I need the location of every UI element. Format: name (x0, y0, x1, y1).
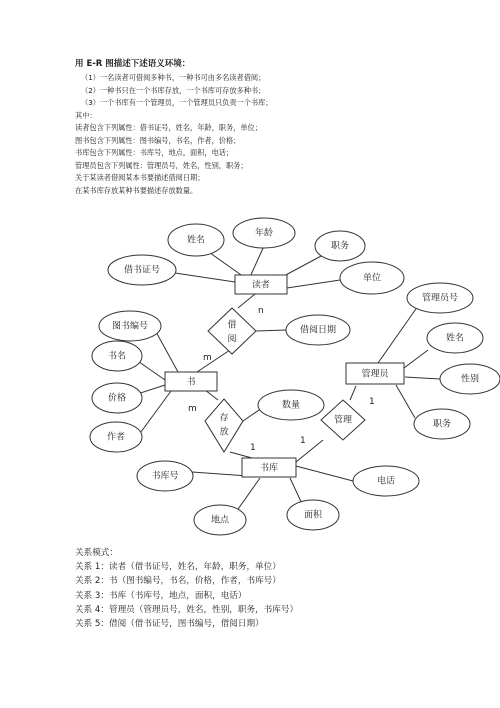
svg-text:管理: 管理 (333, 415, 353, 426)
svg-text:放: 放 (219, 427, 229, 438)
relation-line: 关系 4：管理员（管理员号，姓名，性别，职务，书库号） (75, 604, 299, 615)
svg-text:借阅日期: 借阅日期 (299, 325, 337, 336)
text-line: 在某书库存放某种书要描述存放数量。 (75, 185, 198, 195)
svg-text:职务: 职务 (432, 419, 452, 430)
attribute-reader-unit (340, 262, 404, 294)
relation-line: 关系 5：借阅（借书证号，图书编号，借阅日期） (75, 619, 264, 630)
svg-text:管理员: 管理员 (361, 369, 389, 380)
svg-text:性别: 性别 (460, 374, 480, 385)
svg-text:图书编号: 图书编号 (111, 321, 149, 332)
svg-text:姓名: 姓名 (186, 235, 206, 246)
svg-text:书库号: 书库号 (151, 471, 179, 482)
svg-text:书: 书 (186, 377, 196, 388)
svg-text:数量: 数量 (281, 400, 301, 411)
attribute-admin-position (414, 409, 470, 439)
text-line: 图书包含下列属性：图书编号，书名，作者，价格； (75, 135, 241, 145)
text-line: 其中： (75, 110, 97, 120)
relationship-borrow (208, 308, 256, 354)
attribute-warehouse-phone (353, 466, 419, 496)
entity-reader (235, 275, 287, 294)
relationship-store (205, 399, 243, 452)
attribute-admin-id (407, 283, 473, 313)
svg-text:年龄: 年龄 (254, 228, 274, 239)
rule-line: （2）一种书只在一个书库存放，一个书库可存放多种书； (81, 85, 266, 95)
svg-text:书库: 书库 (259, 463, 279, 474)
problem-title: 用 E-R 图描述下述语义环境： (75, 59, 191, 69)
svg-text:电话: 电话 (376, 476, 396, 487)
relation-schema (75, 546, 298, 631)
svg-text:阅: 阅 (227, 334, 237, 345)
cardinality-reader-borrow: n (258, 306, 264, 316)
svg-text:书名: 书名 (107, 351, 127, 362)
svg-text:职务: 职务 (330, 241, 350, 252)
attribute-book-author (90, 422, 142, 452)
svg-text:地点: 地点 (210, 515, 230, 526)
attribute-admin-name (427, 323, 483, 353)
cardinality-manage-warehouse: 1 (300, 436, 306, 446)
entity-admin (346, 363, 404, 384)
attribute-admin-gender (440, 364, 500, 394)
attribute-book-price (92, 383, 142, 413)
cardinality-book-store: m (188, 404, 197, 414)
attribute-warehouse-id (137, 461, 193, 491)
svg-text:单位: 单位 (362, 273, 382, 284)
svg-text:面积: 面积 (303, 510, 323, 521)
attribute-reader-card (108, 255, 176, 285)
svg-text:读者: 读者 (251, 280, 271, 291)
cardinality-admin-manage: 1 (369, 397, 375, 407)
rule-line: （3）一个书库有一个管理员，一个管理员只负责一个书库； (81, 98, 273, 107)
svg-text:作者: 作者 (106, 432, 126, 443)
relation-line: 关系 1：读者（借书证号，姓名，年龄，职务，单位） (75, 562, 281, 573)
text-line: 书库包含下列属性：书库号，地点，面积，电话； (75, 148, 234, 157)
text-line: 读者包含下列属性：借书证号，姓名，年龄，职务，单位； (75, 123, 262, 132)
svg-text:价格: 价格 (107, 393, 127, 404)
relationship-manage (321, 400, 365, 440)
relation-line: 关系 3：书库（书库号，地点，面积，电话） (75, 590, 247, 601)
svg-text:存: 存 (219, 413, 229, 424)
attribute-book-id (99, 311, 161, 341)
attribute-warehouse-area (287, 500, 339, 530)
attribute-reader-age (233, 218, 295, 248)
svg-text:借书证号: 借书证号 (123, 265, 161, 276)
attribute-reader-position (315, 231, 365, 261)
rule-line: （1）一名读者可借阅多种书，一种书可由多名读者借阅； (81, 73, 266, 82)
schema-heading: 关系模式： (75, 548, 118, 558)
svg-text:借: 借 (227, 320, 237, 331)
cardinality-store-warehouse: 1 (250, 443, 256, 453)
relation-line: 关系 2：书（图书编号，书名，价格，作者，书库号） (75, 576, 281, 587)
cardinality-book-borrow: m (203, 353, 212, 363)
attribute-borrow-date (286, 315, 350, 345)
entity-warehouse (242, 458, 296, 477)
attribute-warehouse-location (194, 505, 246, 535)
svg-text:管理员号: 管理员号 (421, 293, 459, 304)
text-line: 管理员包含下列属性：管理员号，姓名，性别，职务； (75, 160, 248, 170)
attribute-book-title (92, 341, 142, 371)
attribute-reader-name (168, 224, 224, 256)
entity-book (165, 372, 217, 391)
attribute-store-quantity (258, 390, 324, 420)
text-line: 关于某读者借阅某本书要描述借阅日期； (75, 173, 205, 182)
svg-text:姓名: 姓名 (445, 333, 465, 344)
